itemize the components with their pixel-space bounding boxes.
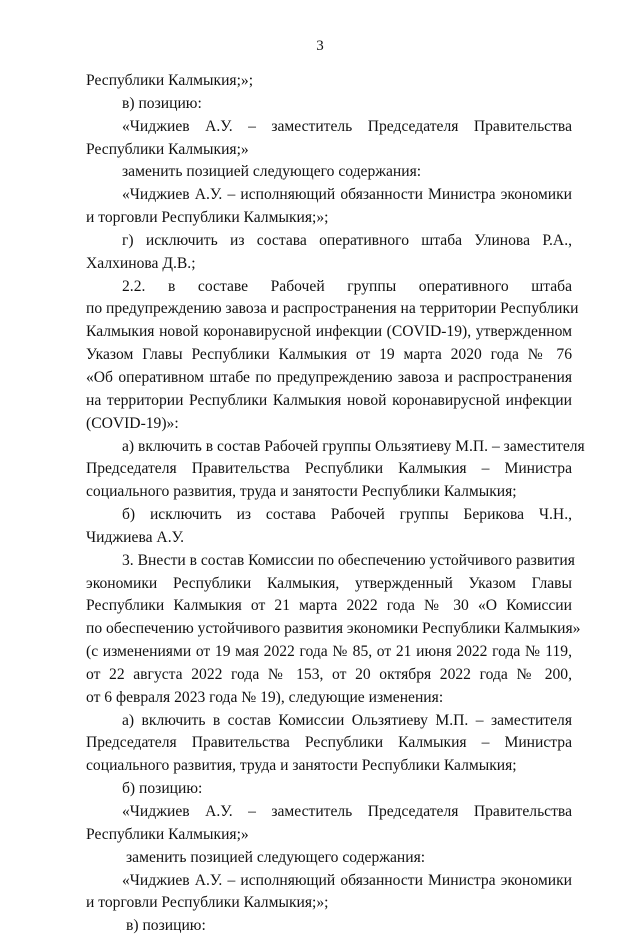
text-line: Председателя Правительства Республики Калмыкия – Министра: [86, 734, 572, 752]
text-line: Республики Калмыкия;»: [86, 825, 249, 843]
text-line: Чиджиева А.У.: [86, 528, 184, 546]
text-line: Халхинова Д.В.;: [86, 254, 196, 272]
text-line: «Чиджиев А.У. – исполняющий обязанности Министра экономики: [122, 186, 572, 204]
text-line: по предупреждению завоза и распространения на территории Республики: [86, 300, 579, 318]
text-line: социального развития, труда и занятости Республики Калмыкия;: [86, 757, 517, 775]
document-body: [86, 70, 585, 938]
text-line: б) позицию:: [122, 780, 203, 798]
text-line: от 22 августа 2022 года № 153, от 20 октября 2022 года № 200,: [86, 665, 572, 683]
text-line: и торговли Республики Калмыкия;»;: [86, 209, 329, 227]
text-line: Республики Калмыкия;»: [86, 140, 249, 158]
page-number: 3: [316, 38, 324, 54]
text-line: а) включить в состав Комиссии Ользятиеву М.П. – заместителя: [122, 711, 572, 729]
text-line: экономики Республики Калмыкия, утвержденный Указом Главы: [86, 574, 572, 592]
text-line: 3. Внести в состав Комиссии по обеспечению устойчивого развития: [122, 551, 575, 569]
text-line: Указом Главы Республики Калмыкия от 19 марта 2020 года № 76: [86, 346, 572, 364]
text-line: б) исключить из состава Рабочей группы Берикова Ч.Н.,: [122, 506, 572, 524]
text-line: «Чиджиев А.У. – заместитель Председателя Правительства: [122, 117, 572, 135]
text-line: в) позицию:: [122, 94, 202, 112]
text-line: а) включить в состав Рабочей группы Ользятиеву М.П. – заместителя: [122, 437, 585, 455]
text-line: г) исключить из состава оперативного штаба Улинова Р.А.,: [122, 231, 572, 249]
text-line: Председателя Правительства Республики Калмыкия – Министра: [86, 460, 572, 478]
text-line: по обеспечению устойчивого развития экономики Республики Калмыкия»: [86, 620, 581, 638]
text-line: Республики Калмыкия от 21 марта 2022 года № 30 «О Комиссии: [86, 597, 572, 615]
text-line: социального развития, труда и занятости Республики Калмыкия;: [86, 483, 517, 501]
text-line: в) позицию:: [126, 917, 206, 935]
text-line: «Чиджиев А.У. – заместитель Председателя Правительства: [122, 803, 572, 820]
text-line: Республики Калмыкия;»;: [86, 72, 254, 89]
text-line: (COVID-19)»:: [86, 414, 179, 432]
text-line: от 6 февраля 2023 года № 19), следующие изменения:: [86, 688, 444, 706]
text-line: «Чиджиев А.У. – исполняющий обязанности Министра экономики: [122, 871, 572, 889]
text-line: «Об оперативном штабе по предупреждению завоза и распространения: [86, 368, 572, 386]
text-line: и торговли Республики Калмыкия;»;: [86, 894, 329, 912]
text-line: заменить позицией следующего содержания:: [126, 848, 426, 866]
text-line: 2.2. в составе Рабочей группы оперативного штаба: [122, 277, 572, 295]
text-line: на территории Республики Калмыкия новой коронавирусной инфекции: [86, 391, 572, 409]
text-line: (с изменениями от 19 мая 2022 года № 85, от 21 июня 2022 года № 119,: [86, 643, 572, 661]
text-line: заменить позицией следующего содержания:: [122, 163, 422, 181]
text-line: Калмыкия новой коронавирусной инфекции (COVID-19), утвержденном: [86, 323, 572, 341]
